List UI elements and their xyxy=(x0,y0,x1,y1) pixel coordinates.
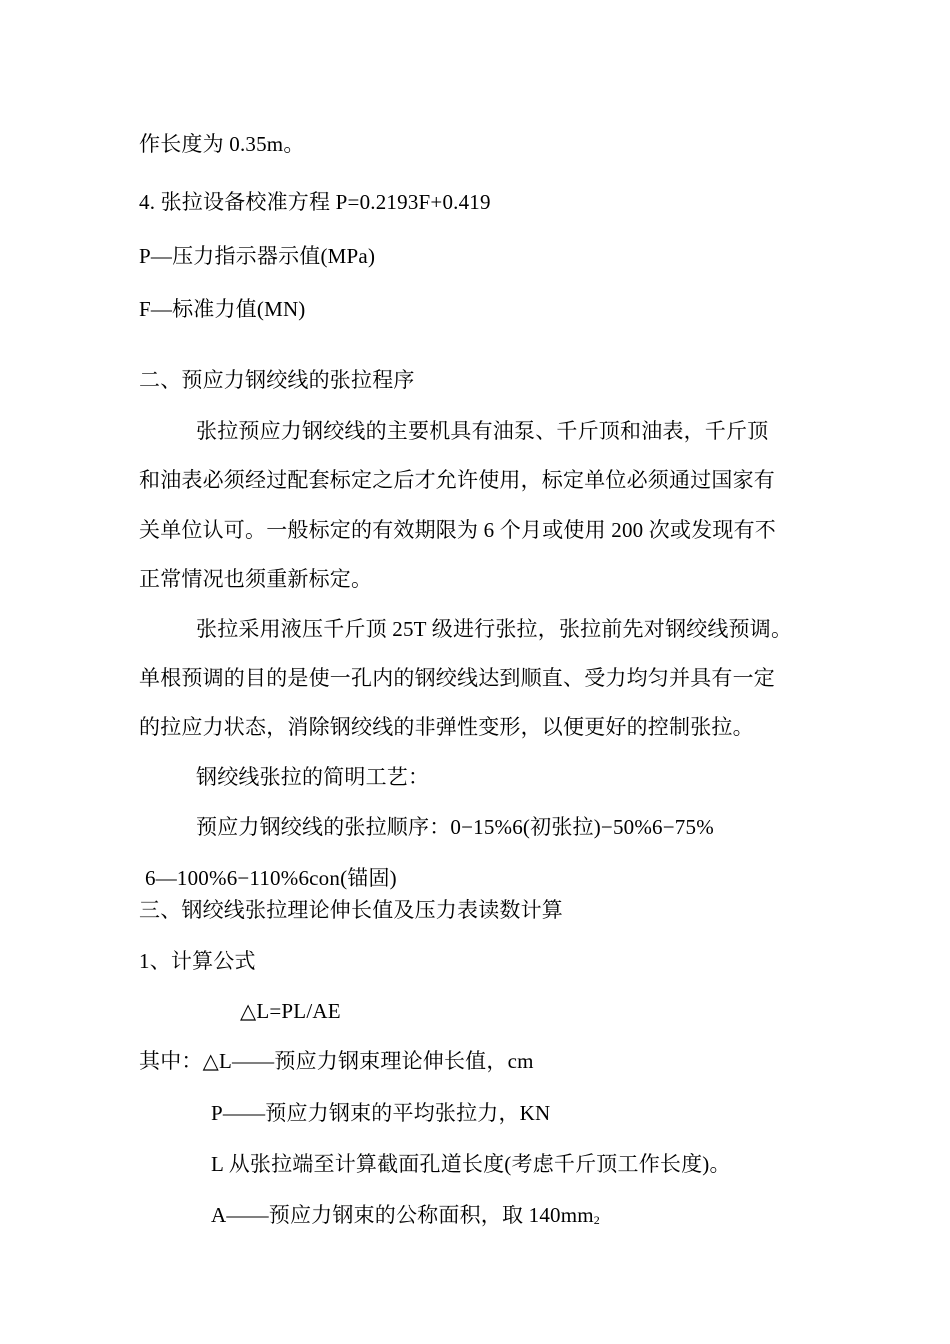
text-line xyxy=(211,1203,600,1232)
text-line: 钢绞线张拉的简明工艺： xyxy=(196,765,430,789)
text-line: 6—100%6−110%6con(锚固) xyxy=(145,866,397,890)
text-line: L 从张拉端至计算截面孔道长度(考虑千斤顶工作长度)。 xyxy=(211,1152,731,1176)
text-line: P——预应力钢束的平均张拉力，KN xyxy=(211,1101,551,1125)
text-line: 单根预调的目的是使一孔内的钢绞线达到顺直、受力均匀并具有一定 xyxy=(139,666,775,690)
text-line: 正常情况也须重新标定。 xyxy=(139,567,373,591)
text-line: 和油表必须经过配套标定之后才允许使用，标定单位必须通过国家有 xyxy=(139,468,775,492)
section-heading: 二、预应力钢绞线的张拉程序 xyxy=(139,368,415,392)
text-line: F—标准力值(MN) xyxy=(139,297,306,321)
text-line: 4. 张拉设备校准方程 P=0.2193F+0.419 xyxy=(139,190,491,214)
text-line: 其中：△L——预应力钢束理论伸长值，cm xyxy=(139,1049,534,1073)
text-line: 的拉应力状态，消除钢绞线的非弹性变形，以便更好的控制张拉。 xyxy=(139,715,754,739)
subsection-heading: 1、计算公式 xyxy=(139,949,256,973)
text-line-main: A——预应力钢束的公称面积，取 140mm xyxy=(211,1203,594,1227)
formula: △L=PL/AE xyxy=(240,999,341,1023)
section-heading: 三、钢绞线张拉理论伸长值及压力表读数计算 xyxy=(139,898,563,922)
text-line: 张拉预应力钢绞线的主要机具有油泵、千斤顶和油表，千斤顶 xyxy=(196,419,769,443)
text-line: P—压力指示器示值(MPa) xyxy=(139,244,376,268)
text-line: 张拉采用液压千斤顶 25T 级进行张拉，张拉前先对钢绞线预调。 xyxy=(196,617,793,641)
text-line: 关单位认可。一般标定的有效期限为 6 个月或使用 200 次或发现有不 xyxy=(139,518,776,542)
superscript: 2 xyxy=(593,1213,600,1227)
text-line: 作长度为 0.35m。 xyxy=(139,132,305,156)
text-line: 预应力钢绞线的张拉顺序：0−15%6(初张拉)−50%6−75% xyxy=(196,815,714,839)
